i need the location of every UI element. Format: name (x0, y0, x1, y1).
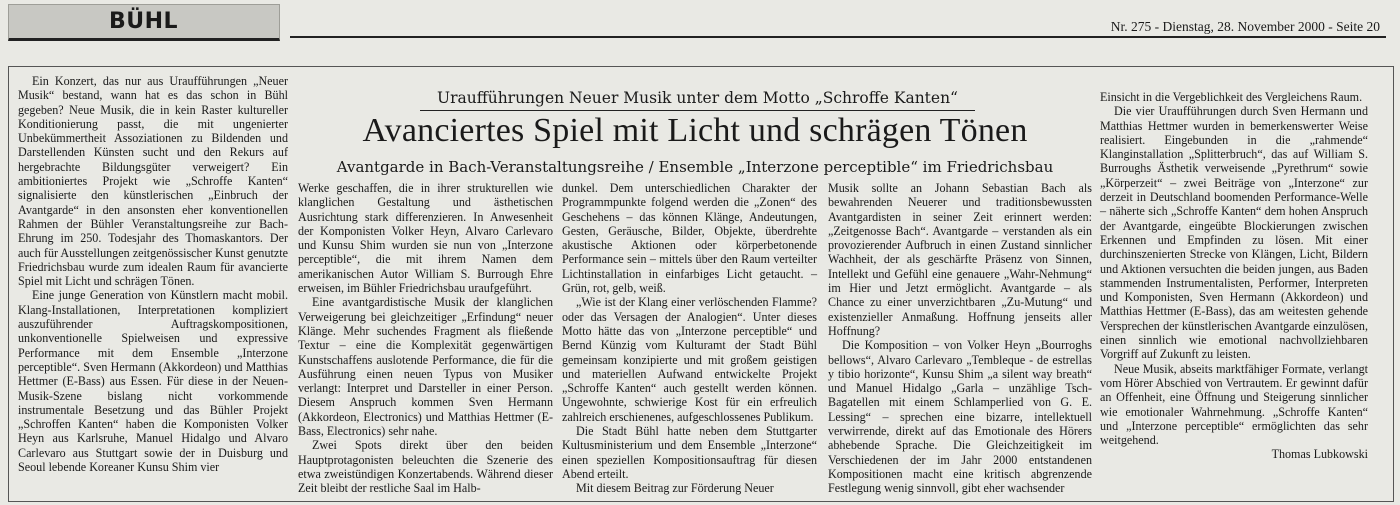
article-column-2 (298, 181, 553, 496)
section-name: BÜHL (109, 9, 179, 34)
article-subhead: Avantgarde in Bach-Veranstaltungsreihe / Ensemble „Interzone perceptible“ im Friedrichsbau (336, 158, 1054, 176)
paragraph: Musik sollte an Johann Sebastian Bach als bewahrenden Neuerer und traditionsbewussten Avantgardisten in seiner Zeit erinnert werden: „Zeitgenosse Bach“. Avantgarde – verstanden als ein provozierender Aufbruch in einen Zustand sinnlicher Wachheit, der als geschärfte Präsenz von Sinnen, Intellekt und Gefühl eine genauere „Wahr-Nehmung“ im Hier und Jetzt ermöglicht. Avantgarde – als Chance zu einer unverzichtbaren „Zu-Mutung“ und existenzieller Anmaßung. Hoffnung jenseits aller Hoffnung? (828, 181, 1092, 338)
paragraph: Eine avantgardistische Musik der klanglichen Verweigerung bei gleichzeitiger „Erfindung“ neuer Klänge. Mehr suchendes Fragment als fließende Textur – eine die Komplexität gegenwärtigen Kunstschaffens auslotende Performance, die für die Ausführung einen neuen Typus von Musiker verlangt: Interpret und Darsteller in einer Person. Diesem Anspruch kommen Sven Hermann (Akkordeon, Electronics) und Matthias Hettmer (E-Bass, Electronics) sehr nahe. (298, 295, 553, 439)
paragraph: dunkel. Dem unterschiedlichen Charakter der Programmpunkte folgend werden die „Zonen“ des Geschehens – das können Klänge, Andeutungen, Gesten, Geräusche, Bilder, Objekte, überdrehte akustische Aktionen oder körperbetonende Performance sein – mittels über den Raum verteilter Lichtinstallation in einfarbiges Licht getaucht. – Grün, rot, gelb, weiß. (562, 181, 817, 296)
paragraph: Ein Konzert, das nur aus Uraufführungen „Neuer Musik“ bestand, wann hat es das schon in Bühl gegeben? Neue Musik, die in kein Raster kultureller Konditionierung passt, die mit ungenierter Unbekümmertheit Assoziationen zu Bildenden und Darstellenden Künsten sucht und den Rekurs auf hergebrachte Bildungsgüter verweigert? Ein ambitioniertes Projekt wie „Schroffe Kanten“ signalisierte den künstlerischen „Einbruch der Avantgarde“ in den ansonsten eher konventionellen Rahmen der Bühler Veranstaltungsreihe zur Bach-Ehrung im 250. Todesjahr des Thomaskantors. Der auch für Ausstellungen zeitgenössischer Kunst genutzte Friedrichsbau wurde zum idealen Raum für avancierte Spiel mit Licht und schrägen Tönen. (18, 74, 288, 289)
paragraph: Zwei Spots direkt über den beiden Hauptprotagonisten beleuchten die Szenerie des etwa zweistündigen Konzertabends. Während dieser Zeit bleibt der restliche Saal im Halb- (298, 438, 553, 496)
article-author: Thomas Lubkowski (1271, 447, 1368, 462)
article-column-5 (1100, 90, 1368, 462)
paragraph: Einsicht in die Vergeblichkeit des Vergleichens Raum. (1100, 90, 1363, 104)
article-column-3 (562, 181, 817, 496)
header-rule (290, 36, 1386, 38)
dateline: Nr. 275 - Dienstag, 28. November 2000 - Seite 20 (1110, 19, 1380, 34)
paragraph: Die vier Uraufführungen durch Sven Hermann und Matthias Hettmer wurden in bemerkenswerter Weise realisiert. Eingebunden in die „rahmende“ Klanginstallation „Splitterbruch“, das auf William S. Burroughs Ästhetik verweisende „Pyrethrum“ sowie „Körperzeit“ – zwei Beiträge von „Interzone“ zur derzeit in Deutschland boomenden Performance-Welle – näherte sich „Schroffe Kanten“ dem hohen Anspruch der Avantgarde, eingeübte Blockierungen zwischen Erkennen und Empfinden zu lösen. Mit einer durchinszenierten Strecke von Klängen, Licht, Bildern und Aktionen versuchten die beiden jungen, aus Baden stammenden Instrumentalisten, Performer, Interpreten und Komponisten, Sven Hermann (Akkordeon) und Matthias Hettmer (E-Bass), das am weitesten gehende Versprechen der künstlerischen Avantgarde einzulösen, einen sinnlich wie emotional nachvollziehbaren Vorgriff auf Zukunft zu leisten. (1100, 104, 1368, 362)
paragraph: Die Stadt Bühl hatte neben dem Stuttgarter Kultusministerium und dem Ensemble „Interzone“ einen speziellen Kompositionsauftrag für diesen Abend erteilt. (562, 424, 817, 481)
paragraph: Neue Musik, abseits marktfähiger Formate, verlangt vom Hörer Abschied von Vertrautem. Er gewinnt dafür an Offenheit, eine Öffnung und Steigerung sinnlicher wie emotionaler Wahrnehmung. „Schroffe Kanten“ und „Interzone perceptible“ ermöglichten das sehr weitgehend. (1100, 361, 1368, 448)
section-tag (8, 4, 280, 41)
article-headline: Avanciertes Spiel mit Licht und schrägen Tönen (362, 112, 1028, 149)
paragraph: Die Komposition – von Volker Heyn „Bourroghs bellows“, Alvaro Carlevaro „Tembleque - de estrellas y tibio horizonte“, Kunsu Shim „a silent way breath“ und Manuel Hidalgo „Garla – unzählige Tsch-Bagatellen mit einem Schlamperlied von G. E. Lessing“ – sprechen eine bizarre, intellektuell verwirrende, direkt auf das Emotionale des Hörers abhebende Sprache. Die Gleichzeitigkeit im Verschiedenen der im Jahr 2000 entstandenen Kompositionen macht eine kritisch abgrenzende Festlegung wenig sinnvoll, gibt eher wachsender (828, 338, 1092, 496)
article-kicker: Uraufführungen Neuer Musik unter dem Motto „Schroffe Kanten“ (437, 89, 958, 107)
paragraph: Eine junge Generation von Künstlern macht mobil. Klang-Installationen, Interpretationen kompliziert auszuführender Auftragskompositionen, unkonventionelle Spielweisen und expressive Performance mit dem Ensemble „Interzone perceptible“. Sven Hermann (Akkordeon) und Matthias Hettmer (E-Bass) aus Essen. Für diese in der Neuen-Musik-Szene bislang nicht vorkommende instrumentale Besetzung und das Bühler Projekt „Schroffen Kanten“ haben die Komponisten Volker Heyn aus Karlsruhe, Manuel Hidalgo und Alvaro Carlevaro aus Stuttgart sowie der in Duisburg und Seoul lebende Koreaner Kunsu Shim vier (18, 288, 288, 475)
kicker-rule (420, 110, 975, 111)
paragraph: Mit diesem Beitrag zur Förderung Neuer (576, 481, 774, 496)
paragraph: „Wie ist der Klang einer verlöschenden Flamme? oder das Versagen der Analogien“. Unter dieses Motto hätte das von „Interzone perceptible“ und Bernd Künzig vom Kulturamt der Stadt Bühl gemeinsam konzipierte und mit großem geistigen und materiellen Aufwand entwickelte Projekt „Schroffe Kanten“ auch gestellt werden können. Ungewohnte, schwierige Kost für ein erfreulich zahlreich erschienenes, aufgeschlossenes Publikum. (562, 295, 817, 424)
article-column-1 (18, 74, 288, 474)
paragraph: Werke geschaffen, die in ihrer strukturellen wie klanglichen Gestaltung und ästhetischen Ausrichtung stark differenzieren. In Anwesenheit der Komponisten Volker Heyn, Alvaro Carlevaro und Kunsu Shim wurden sie nun von „Interzone perceptible“, die mit ihrem Namen dem amerikanischen Autor William S. Burrough Ehre erweisen, im Bühler Friedrichsbau uraufgeführt. (298, 181, 553, 296)
article-column-4 (828, 181, 1092, 496)
